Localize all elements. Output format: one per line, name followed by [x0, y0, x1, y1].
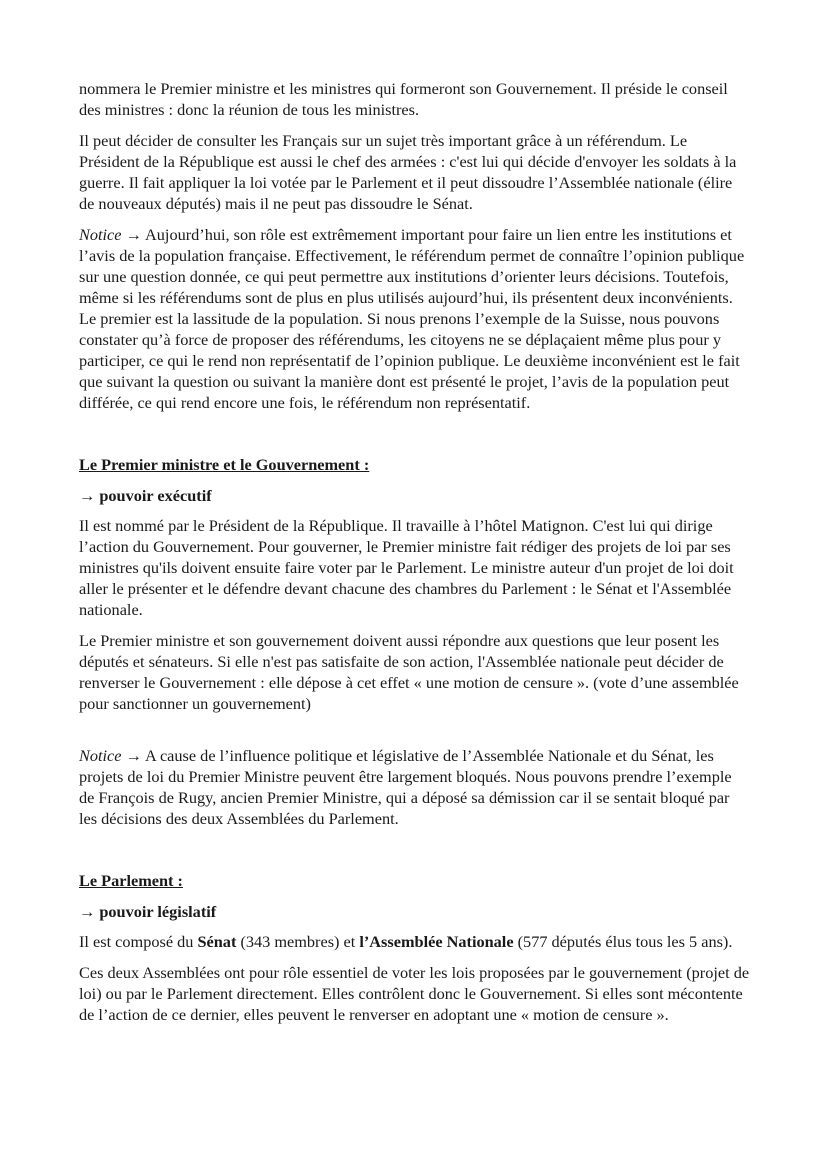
paragraph-pm-censure: Le Premier ministre et son gouvernement doivent aussi répondre aux questions que leur posent les députés et sénateurs. Si elle n'est pas satisfaite de son action, l'Assemblée nationale peut décider de renverser le Gouvernement : elle dépose à cet effet « une motion de censure ». (vote d’une assemblée pour sanctionner un gouvernement) — [79, 631, 739, 713]
notice-label: Notice — [79, 225, 122, 244]
spacer — [79, 724, 750, 745]
heading-premier-ministre: Le Premier ministre et le Gouvernement : — [79, 455, 370, 474]
spacer — [79, 423, 750, 454]
notice-pm — [79, 745, 750, 829]
paragraph-parlement-role: Ces deux Assemblées ont pour rôle essentiel de voter les lois proposées par le gouvernement (projet de loi) ou par le Parlement directement. Elles contrôlent donc le Gouvernement. Si elles sont mécontente de l’action de ce dernier, elles peuvent le renverser en adoptant une « motion de censure ». — [79, 963, 750, 1024]
senat-term: Sénat — [197, 932, 237, 951]
notice-label: Notice — [79, 746, 122, 765]
paragraph-parlement-composition: Il est composé du Sénat (343 membres) et l’Assemblée Nationale (577 députés élus tous les 5 ans). — [79, 932, 733, 951]
spacer — [79, 839, 750, 870]
subheading-pouvoir-executif: → pouvoir exécutif — [79, 486, 212, 505]
assemblee-term: l’Assemblée Nationale — [359, 932, 514, 951]
notice-text: → Aujourd’hui, son rôle est extrêmement important pour faire un lien entre les institutions et l’avis de la population française. Effectivement, le référendum permet de connaître l’opinion publique sur une question donnée, ce qui peut permettre aux institutions d’orienter leurs décisions. Toutefois, même si les référendums sont de plus en plus utilisés aujourd’hui, ils présentent deux inconvénients. Le premier est la lassitude de la population. Si nous prenons l’exemple de la Suisse, nous pouvons constater qu’à force de proposer des référendums, les citoyens ne se déplaçaient même plus pour y participer, ce qui le rend non représentatif de l’opinion publique. Le deuxième inconvénient est le fait que suivant la question ou suivant la manière dont est présenté le projet, l’avis de la population peut différée, ce qui rend encore une fois, le référendum non représentatif. — [79, 225, 745, 412]
paragraph-president-nomination: nommera le Premier ministre et les ministres qui formeront son Gouvernement. Il préside le conseil des ministres : donc la réunion de tous les ministres. — [79, 79, 728, 119]
paragraph-president-powers: Il peut décider de consulter les Français sur un sujet très important grâce à un référendum. Le Président de la République est aussi le chef des armées : c'est lui qui décide d'envoyer les soldats à la guerre. Il fait appliquer la loi votée par le Parlement et il peut dissoudre l’Assemblée nationale (élire de nouveaux députés) mais il ne peut pas dissoudre le Sénat. — [79, 131, 737, 213]
notice-referendum — [79, 224, 750, 413]
subheading-pouvoir-legislatif: → pouvoir législatif — [79, 902, 217, 921]
notice-text: → A cause de l’influence politique et législative de l’Assemblée Nationale et du Sénat, les projets de loi du Premier Ministre peuvent être largement bloqués. Nous pouvons prendre l’exemple de François de Rugy, ancien Premier Ministre, qui a déposé sa démission car il se sentait bloqué par les décisions des deux Assemblées du Parlement. — [79, 746, 732, 828]
paragraph-pm-role: Il est nommé par le Président de la République. Il travaille à l’hôtel Matignon. C'est lui qui dirige l’action du Gouvernement. Pour gouverner, le Premier ministre fait rédiger des projets de loi par ses ministres qu'ils doivent ensuite faire voter par le Parlement. Le ministre auteur d'un projet de loi doit aller le présenter et le défendre devant chacune des chambres du Parlement : le Sénat et l'Assemblée nationale. — [79, 516, 734, 619]
heading-parlement: Le Parlement : — [79, 871, 183, 890]
